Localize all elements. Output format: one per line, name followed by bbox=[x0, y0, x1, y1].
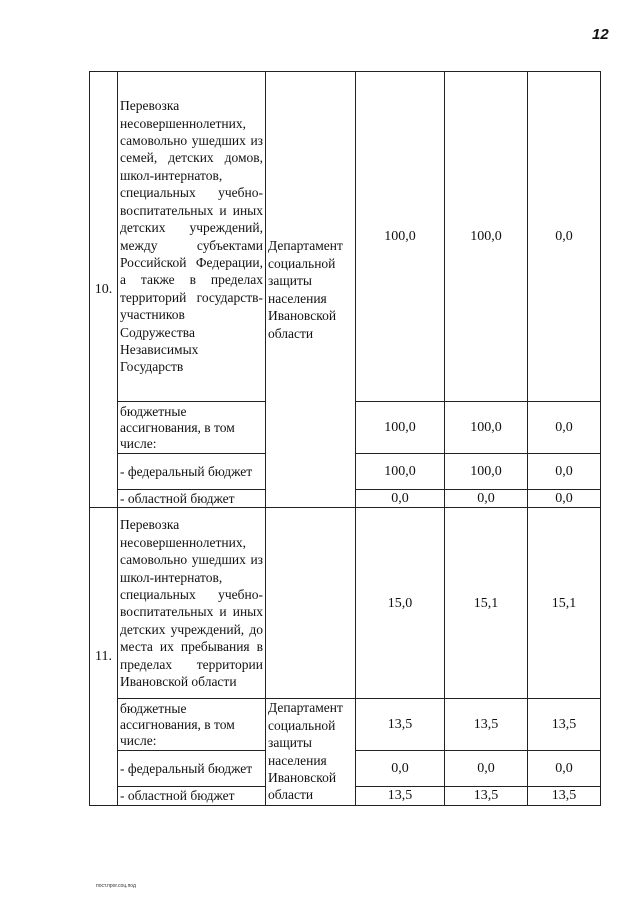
table-row bbox=[90, 72, 601, 402]
budget-label: - областной бюджет bbox=[118, 787, 266, 805]
value-cell: 13,5 bbox=[528, 699, 601, 751]
budget-label: - федеральный бюджет bbox=[118, 454, 266, 490]
activity-description: Перевозка несовершеннолетних, самовольно ушедших из семей, детских домов, школ-интернатов, специальных учебно-воспитательных и иных детских учреждений, между субъектами Российской Федерации, а также в пределах территорий государств-участников Содружества Независимых Государств bbox=[118, 72, 266, 402]
value-cell: 100,0 bbox=[356, 402, 445, 454]
budget-label: - областной бюджет bbox=[118, 490, 266, 508]
value-cell: 13,5 bbox=[356, 787, 445, 805]
value-cell: 15,1 bbox=[528, 508, 601, 699]
value-cell: 0,0 bbox=[528, 490, 601, 508]
value-cell: 0,0 bbox=[528, 454, 601, 490]
value-cell: 100,0 bbox=[356, 72, 445, 402]
value-cell: 13,5 bbox=[445, 787, 528, 805]
row-number: 10. bbox=[90, 72, 118, 508]
value-cell: 0,0 bbox=[528, 402, 601, 454]
department-cell: Департамент социальной защиты населения Ивановской области bbox=[266, 699, 356, 805]
value-cell: 15,0 bbox=[356, 508, 445, 699]
footer-doc-code: пост.прог.соц.под bbox=[96, 883, 136, 889]
value-cell: 100,0 bbox=[356, 454, 445, 490]
budget-label: бюджетные ассигнования, в том числе: bbox=[118, 402, 266, 454]
budget-label: бюджетные ассигнования, в том числе: bbox=[118, 699, 266, 751]
value-cell: 0,0 bbox=[445, 751, 528, 787]
empty-cell bbox=[266, 508, 356, 699]
value-cell: 13,5 bbox=[445, 699, 528, 751]
page-number: 12 bbox=[592, 26, 609, 43]
budget-label: - федеральный бюджет bbox=[118, 751, 266, 787]
value-cell: 15,1 bbox=[445, 508, 528, 699]
row-number: 11. bbox=[90, 508, 118, 805]
value-cell: 0,0 bbox=[356, 490, 445, 508]
value-cell: 0,0 bbox=[528, 751, 601, 787]
value-cell: 13,5 bbox=[528, 787, 601, 805]
value-cell: 0,0 bbox=[445, 490, 528, 508]
value-cell: 0,0 bbox=[356, 751, 445, 787]
table-row bbox=[90, 508, 601, 699]
value-cell: 13,5 bbox=[356, 699, 445, 751]
activity-description: Перевозка несовершеннолетних, самовольно ушедших из школ-интернатов, специальных учебно-воспитательных и иных детских учреждений, до места их пребывания в пределах территории Ивановской области bbox=[118, 508, 266, 699]
program-activities-table bbox=[89, 71, 601, 806]
table-row bbox=[90, 699, 601, 751]
value-cell: 100,0 bbox=[445, 402, 528, 454]
department-cell: Департамент социальной защиты населения Ивановской области bbox=[266, 72, 356, 508]
value-cell: 100,0 bbox=[445, 72, 528, 402]
value-cell: 0,0 bbox=[528, 72, 601, 402]
value-cell: 100,0 bbox=[445, 454, 528, 490]
